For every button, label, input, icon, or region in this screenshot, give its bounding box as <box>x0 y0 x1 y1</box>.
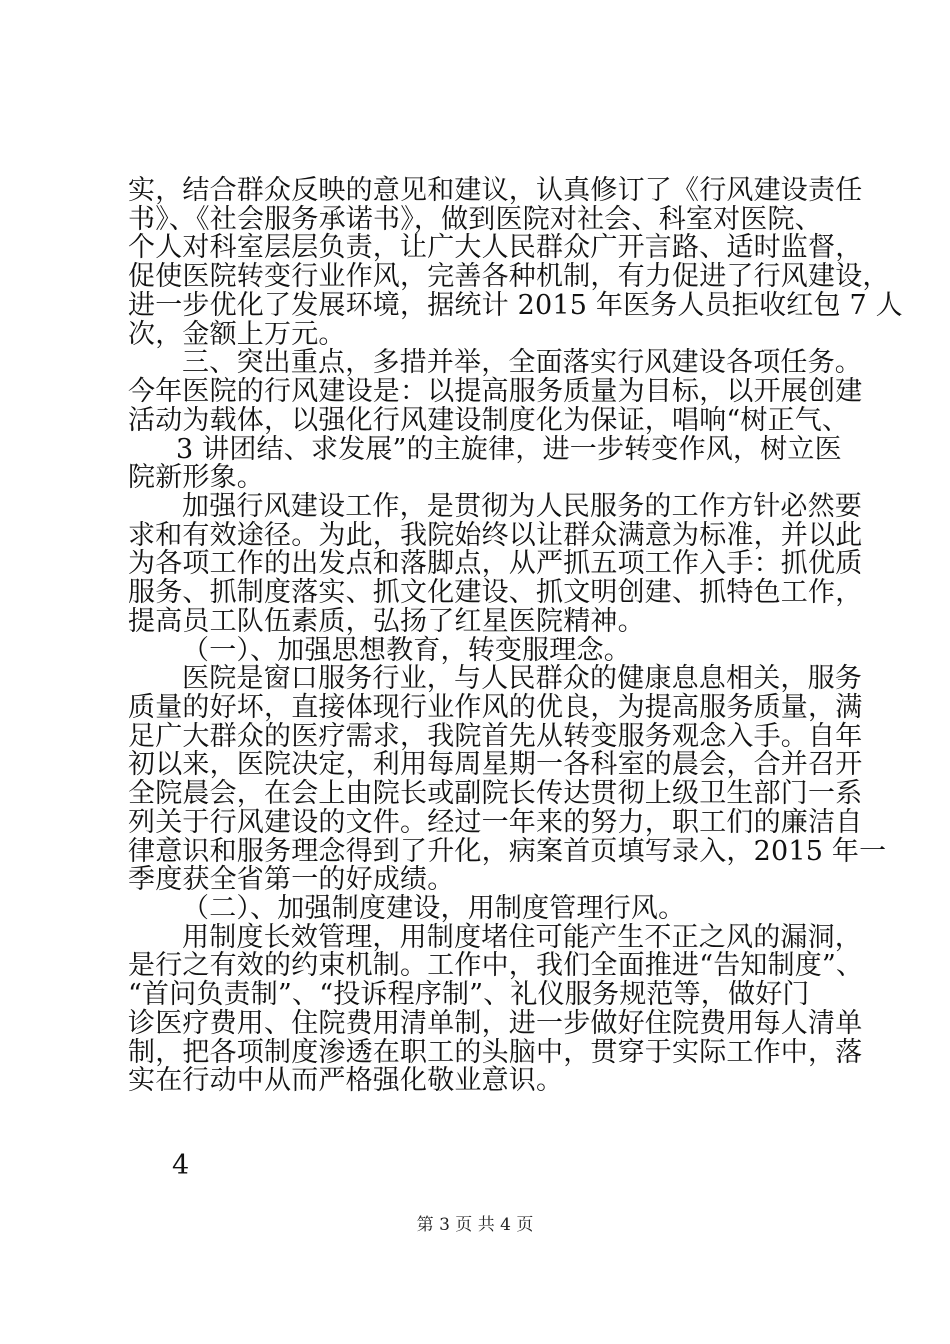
text-line: 全院晨会，在会上由院长或副院长传达贯彻上级卫生部门一系 <box>128 778 863 810</box>
text-line: 是行之有效的约束机制。工作中，我们全面推进“告知制度”、 <box>128 950 864 982</box>
text-line: 实，结合群众反映的意见和建议，认真修订了《行风建设责任 <box>128 175 863 206</box>
text-line: 进一步优化了发展环境，据统计 2015 年医务人员拒收红包 7 人 <box>128 289 903 321</box>
text-line: 初以来，医院决定，利用每周星期一各科室的晨会，合并召开 <box>128 749 863 781</box>
text-line: 个人对科室层层负责，让广大人民群众广开言路、适时监督， <box>128 232 863 264</box>
subsection-heading: （二）、加强制度建设，用制度管理行风。 <box>182 893 686 924</box>
page-number: 4 <box>172 1150 190 1181</box>
text-line: “首问负责制”、“投诉程序制”、礼仪服务规范等，做好门 <box>128 979 810 1011</box>
text-line: 诊医疗费用、住院费用清单制，进一步做好住院费用每人清单 <box>128 1007 863 1039</box>
text-line: 律意识和服务理念得到了升化，病案首页填写录入，2015 年一 <box>128 835 887 867</box>
text-line: 今年医院的行风建设是：以提高服务质量为目标，以开展创建 <box>128 376 863 407</box>
subsection-heading: （一）、加强思想教育，转变服理念。 <box>182 634 631 666</box>
text-line: 为各项工作的出发点和落脚点，从严抓五项工作入手：抓优质 <box>128 548 863 580</box>
text-line: 书》、《社会服务承诺书》，做到医院对社会、科室对医院、 <box>128 203 822 235</box>
text-line: 3 讲团结、求发展”的主旋律，进一步转变作风，树立医 <box>176 433 842 465</box>
text-line: 足广大群众的医疗需求，我院首先从转变服务观念入手。自年 <box>128 720 863 752</box>
text-line: 实在行动中从而严格强化敬业意识。 <box>128 1065 564 1097</box>
text-line: 列关于行风建设的文件。经过一年来的努力，职工们的廉洁自 <box>128 806 863 838</box>
text-line: 质量的好坏，直接体现行业作风的优良，为提高服务质量，满 <box>128 692 863 723</box>
text-line: 服务、抓制度落实、抓文化建设、抓文明创建、抓特色工作， <box>128 577 863 609</box>
text-line: 季度获全省第一的好成绩。 <box>128 864 455 896</box>
text-line: 次，金额上万元。 <box>128 318 346 350</box>
text-line: 提高员工队伍素质，弘扬了红星医院精神。 <box>128 605 645 637</box>
paragraph-start: 加强行风建设工作，是贯彻为人民服务的工作方针必然要 <box>182 490 862 522</box>
text-line: 制，把各项制度渗透在职工的头脑中，贯穿于实际工作中，落 <box>128 1036 863 1068</box>
paragraph-start: 医院是窗口服务行业，与人民群众的健康息息相关，服务 <box>182 663 862 695</box>
text-line: 促使医院转变行业作风，完善各种机制，有力促进了行风建设， <box>128 261 890 293</box>
section-heading: 三、突出重点，多措并举，全面落实行风建设各项任务。 <box>182 347 862 379</box>
text-line: 院新形象。 <box>128 462 264 494</box>
text-line: 活动为载体，以强化行风建设制度化为保证，唱响“树正气、 <box>128 404 850 436</box>
paragraph-start: 用制度长效管理，用制度堵住可能产生不正之风的漏洞， <box>182 921 862 953</box>
page-footer: 第 3 页 共 4 页 <box>416 1215 534 1235</box>
text-line: 求和有效途径。为此，我院始终以让群众满意为标准，并以此 <box>128 519 863 551</box>
